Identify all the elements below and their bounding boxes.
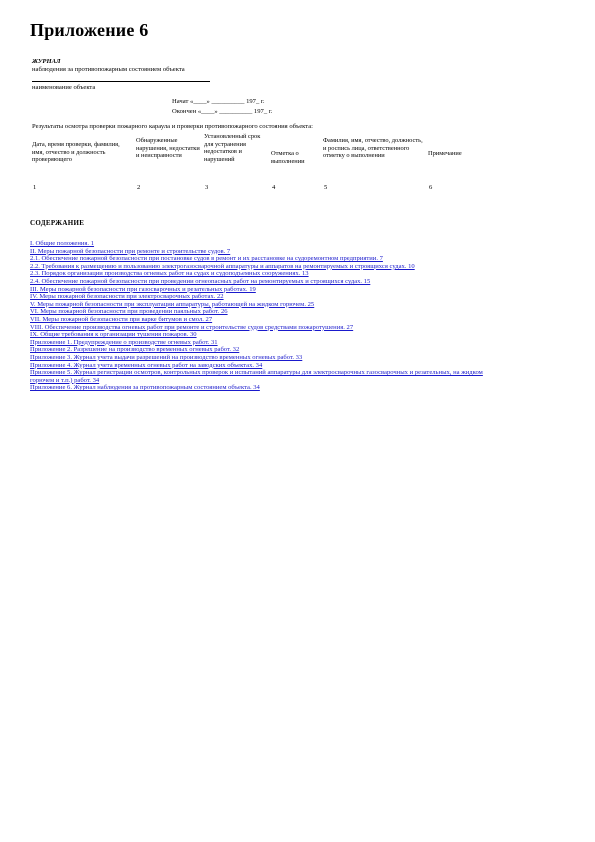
toc-link[interactable]: Приложение 1. Предупреждение о производстве огневых работ. 31	[30, 338, 218, 346]
column-header-notes: Примечание	[428, 150, 462, 157]
toc-link[interactable]: IX. Общие требования к организации тушения пожаров. 30	[30, 331, 197, 339]
column-header-date: Дата, время проверки, фамилия, имя, отчество и должность проверяющего	[32, 141, 120, 164]
column-header-deadline: Установленный срок для устранения недостатков и нарушений	[204, 133, 261, 163]
column-header-violations: Обнаруженные нарушения, недостатки и неисправности	[136, 137, 200, 160]
column-number: 1	[33, 184, 37, 191]
object-name-line	[32, 81, 210, 82]
toc-link[interactable]: 2.1. Обеспечение пожарной безопасности при постановке судов в ремонт и их расстановке на судоремонтном предприятии. 7	[30, 255, 383, 263]
toc-link[interactable]: IV. Меры пожарной безопасности при электросварочных работах. 22	[30, 293, 224, 301]
toc-link[interactable]: VI. Меры пожарной безопасности при проведении паяльных работ. 26	[30, 308, 228, 316]
toc-link[interactable]: III. Меры пожарной безопасности при газосварочных и резательных работах. 19	[30, 285, 256, 293]
column-header-completion: Отметка о выполнении	[271, 150, 305, 165]
toc-link[interactable]: Приложение 2. Разрешение на производство временных огневых работ. 32	[30, 346, 240, 354]
toc-link[interactable]: Приложение 5. Журнал регистрации осмотров, контрольных проверок и испытаний аппаратуры для электросварочных газосварочных и резательных, на жидком горючем и т.п.) работ. 34	[30, 369, 483, 384]
column-number: 5	[324, 184, 328, 191]
column-number: 3	[205, 184, 209, 191]
column-header-responsible: Фамилия, имя, отчество, должность, и роспись лица, ответственного отметку о выполнении	[323, 137, 423, 160]
results-intro: Результаты осмотра проверки пожарного караула и проверки противопожарного состояния объекта:	[32, 123, 313, 130]
page-heading: Приложение 6	[30, 20, 149, 40]
toc-link[interactable]: II. Меры пожарной безопасности при ремонте и строительстве судов. 7	[30, 247, 231, 255]
toc-link[interactable]: 2.3. Порядок организации производства огневых работ на судах и судоподъемных сооружениях. 13	[30, 270, 309, 278]
journal-start-date: Начат «____» __________ 197_ г.	[172, 98, 265, 105]
toc-link[interactable]: VIII. Обеспечение производства огневых работ при ремонте и строительстве судов средствами пожаротушения. 27	[30, 323, 354, 331]
toc-link[interactable]: Приложение 3. Журнал учета выдачи разрешений на производство временных огневых работ. 33	[30, 353, 303, 361]
contents-title: СОДЕРЖАНИЕ	[30, 219, 85, 227]
toc-link[interactable]: 2.2. Требования к размещению и пользованию электрогазосварочной аппаратуры и аппаратов на ремонтируемых и строящихся судах. 10	[30, 262, 415, 270]
toc-link[interactable]: I. Общие положения. 1	[30, 240, 95, 247]
column-number: 4	[272, 184, 276, 191]
object-name-label: наименование объекта	[32, 84, 96, 91]
journal-subtitle: наблюдения за противопожарным состоянием объекта	[32, 66, 185, 73]
toc-link[interactable]: V. Меры пожарной безопасности при эксплуатации аппаратуры, работающей на жидком горючем. 25	[30, 300, 315, 308]
column-number: 2	[137, 184, 141, 191]
toc-link[interactable]: Приложение 6. Журнал наблюдения за противопожарным состоянием объекта. 34	[30, 384, 260, 392]
journal-title: ЖУРНАЛ	[32, 58, 61, 65]
toc-link[interactable]: 2.4. Обеспечение пожарной безопасности при проведении огнеопасных работ на ремонтируемых и строящихся судах. 15	[30, 277, 371, 285]
toc-link[interactable]: VII. Меры пожарной безопасности при варке битумов и смол. 27	[30, 315, 213, 323]
table-of-contents	[30, 240, 500, 392]
toc-link[interactable]: Приложение 4. Журнал учета временных огневых работ на заводских объектах. 34	[30, 361, 263, 369]
column-number: 6	[429, 184, 433, 191]
journal-end-date: Окончен «____» __________ 197_ г.	[172, 108, 273, 115]
